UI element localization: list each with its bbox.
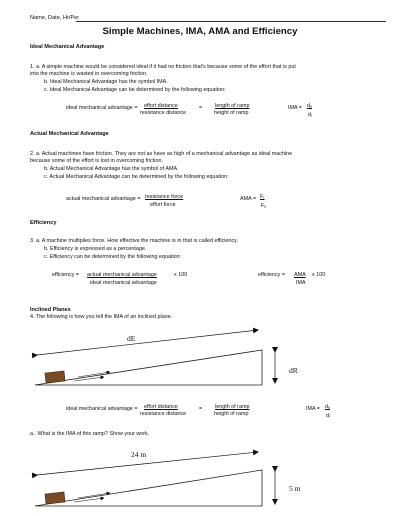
ideal-eq-equals: = (199, 105, 203, 111)
inclined-eq-short-num: dₑ (325, 404, 331, 410)
inclined-item-4: 4. The following is how you tell the IMA of an inclined plane. (30, 314, 173, 320)
ramp-2-triangle (35, 470, 262, 506)
name-date-label: Name, Date, Hr/Per (30, 15, 80, 21)
ideal-eq-label: ideal mechanical advantage = (66, 105, 138, 111)
ramp-2-box (45, 492, 65, 504)
actual-line-1: 2. a. Actual machines have friction. They are not as have as high of a mechanical advantage as ideal machine (30, 151, 293, 157)
inclined-eq-den2: height of ramp (214, 411, 249, 417)
actual-eq-short-num: Fᵣ (260, 194, 265, 200)
ramp-length-arrow (37, 452, 258, 475)
ideal-eq-num1: effort distance (144, 103, 178, 109)
efficiency-item-c: c. Efficiency can be determined by the following equation: (44, 254, 182, 260)
ramp-height-label: 5 m (289, 484, 301, 493)
ideal-eq-den1: resistance distance (140, 110, 187, 116)
ideal-eq-short-den: dᵣ (308, 112, 313, 118)
ideal-item-b: b. Ideal Mechanical Advantage has the symbol IMA. (44, 79, 168, 85)
ideal-item-c: c. Ideal Mechanical Advantage can be determined by the following equation: (44, 87, 226, 93)
actual-eq-short-den: Fₑ (261, 203, 267, 209)
actual-eq-num: resistance force (145, 194, 184, 200)
effort-distance-label: dE (127, 334, 136, 343)
ramp-1-box (45, 371, 65, 383)
actual-eq-label: actual mechanical advantage = (66, 196, 141, 202)
ideal-eq-den2: height of ramp (214, 110, 249, 116)
ideal-eq-short-label: IMA = (288, 105, 302, 111)
actual-line-2: because some of the effort is lost in overcoming friction. (30, 158, 163, 164)
actual-item-c: c. Actual Mechanical Advantage can be determined by the following equation: (44, 174, 229, 180)
efficiency-item-b: b. Efficiency is expressed as a percentage. (44, 246, 147, 252)
efficiency-eq-label: efficiency = (52, 272, 80, 278)
ramp-diagram-2 (35, 452, 275, 506)
actual-heading: Actual Mechanical Advantage (30, 131, 109, 137)
inclined-eq-short-den: dᵣ (326, 413, 331, 419)
ideal-line-2: into the machine is wasted in overcoming friction. (30, 71, 148, 77)
actual-eq-short-label: AMA = (240, 196, 257, 202)
efficiency-eq-num: actual mechanical advantage (87, 272, 157, 278)
resistance-distance-label: dR (289, 366, 298, 375)
efficiency-item-a: 3. a. A machine multiplies force. How effective the machine is in that is called efficiency. (30, 238, 238, 244)
effort-distance-arrow (37, 330, 258, 355)
page-title: Simple Machines, IMA, AMA and Efficiency (102, 26, 298, 37)
efficiency-heading: Efficiency (30, 220, 57, 226)
ramp-diagram-1 (35, 330, 275, 385)
actual-eq-den: effort force (150, 202, 176, 208)
ideal-line-1: 1. a. A simple machine would be considered ideal if it had no friction that's because some of the effort that is put (30, 64, 296, 70)
ramp-1-triangle (35, 350, 262, 385)
inclined-eq-equals: = (199, 406, 203, 412)
inclined-heading: Inclined Planes (30, 307, 71, 313)
inclined-eq-num2: length of ramp (215, 404, 250, 410)
question-a: a.. What is the IMA of this ramp? Show your work. (30, 431, 150, 437)
inclined-eq-num1: effort distance (144, 404, 178, 410)
ideal-eq-short-num: dₑ (307, 103, 313, 109)
inclined-eq-den1: resistance distance (140, 411, 187, 417)
inclined-eq-label: ideal mechanical advantage = (66, 406, 138, 412)
efficiency-eq-short-num: AMA (294, 272, 306, 278)
ideal-eq-num2: length of ramp (215, 103, 250, 109)
efficiency-eq-short-den: IMA (296, 280, 306, 286)
efficiency-eq-short-times: x 100 (312, 272, 326, 278)
efficiency-eq-times: x 100 (174, 272, 188, 278)
efficiency-eq-den: ideal mechanical advantage (90, 280, 157, 286)
ramp-length-label: 24 m (131, 450, 147, 459)
efficiency-eq-short-label: efficiency = (258, 272, 286, 278)
ideal-heading: Ideal Mechanical Advantage (30, 44, 105, 50)
inclined-eq-short-label: IMA = (306, 406, 320, 412)
actual-item-b: b. Actual Mechanical Advantage has the symbol of AMA. (44, 166, 179, 172)
